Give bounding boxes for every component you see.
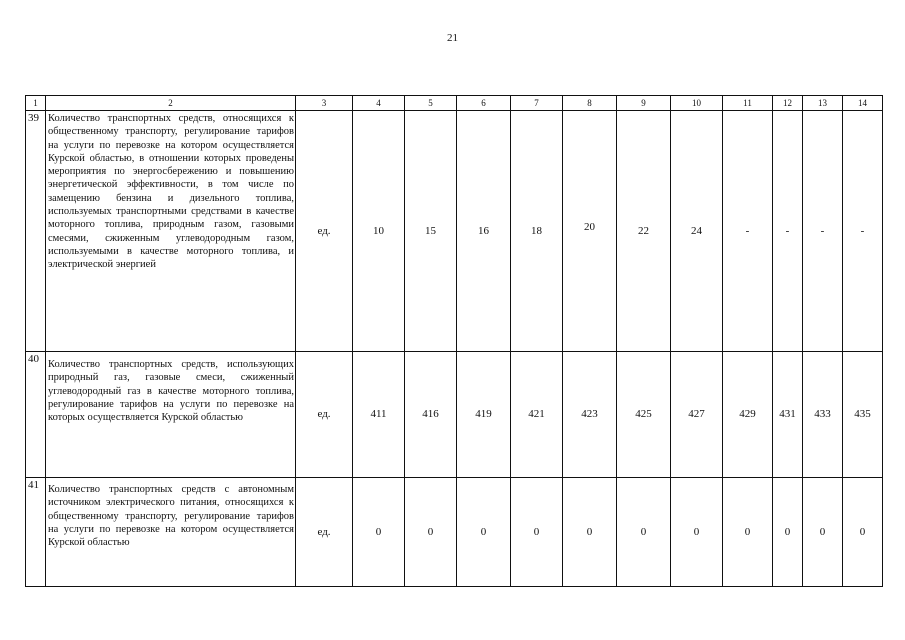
column-header: 5 — [405, 96, 457, 111]
column-header: 13 — [803, 96, 843, 111]
row-value: 423 — [563, 352, 617, 478]
table-row — [26, 111, 883, 352]
row-value: 15 — [405, 111, 457, 352]
row-value: 427 — [671, 352, 723, 478]
row-value: 0 — [617, 478, 671, 587]
row-unit: ед. — [296, 111, 353, 352]
page-number: 21 — [447, 32, 458, 44]
row-number: 39 — [26, 111, 46, 352]
row-value: 18 — [511, 111, 563, 352]
row-value: 435 — [843, 352, 883, 478]
row-value: 425 — [617, 352, 671, 478]
row-unit: ед. — [296, 478, 353, 587]
row-value: 0 — [671, 478, 723, 587]
row-value: 411 — [353, 352, 405, 478]
table-row — [26, 478, 883, 587]
column-header: 4 — [353, 96, 405, 111]
column-header: 8 — [563, 96, 617, 111]
table-row — [26, 352, 883, 478]
row-value: - — [773, 111, 803, 352]
row-value: 16 — [457, 111, 511, 352]
row-value: - — [843, 111, 883, 352]
row-value: 431 — [773, 352, 803, 478]
row-value: 20 — [563, 111, 617, 352]
column-header: 12 — [773, 96, 803, 111]
row-value: 10 — [353, 111, 405, 352]
row-value: 0 — [511, 478, 563, 587]
row-value: 0 — [563, 478, 617, 587]
row-value: 0 — [773, 478, 803, 587]
row-value: 433 — [803, 352, 843, 478]
row-value: 0 — [723, 478, 773, 587]
table-header-row — [26, 96, 883, 111]
row-value: 419 — [457, 352, 511, 478]
row-value: 22 — [617, 111, 671, 352]
row-value: 0 — [843, 478, 883, 587]
row-value: 0 — [457, 478, 511, 587]
row-value: 421 — [511, 352, 563, 478]
row-number: 41 — [26, 478, 46, 587]
indicator-table — [25, 95, 883, 587]
row-value: 0 — [405, 478, 457, 587]
row-value: 0 — [353, 478, 405, 587]
column-header: 9 — [617, 96, 671, 111]
row-value: - — [723, 111, 773, 352]
column-header: 14 — [843, 96, 883, 111]
column-header: 1 — [26, 96, 46, 111]
column-header: 11 — [723, 96, 773, 111]
row-description: Количество транспортных средств с автономным источником электрического питания, относящихся к общественному транспорту, регулирование тарифов на услуги по перевозке на котором осуществляется Курской областью — [46, 478, 296, 587]
row-description: Количество транспортных средств, использующих природный газ, газовые смеси, сжиженный углеводородный газ в качестве моторного топлива, регулирование тарифов на услуги по перевозке на которых осуществляется Курской областью — [46, 352, 296, 478]
row-description: Количество транспортных средств, относящихся к общественному транспорту, регулирование тарифов на услуги по перевозке на котором осуществляется Курской областью, в отношении которых проведены мероприятия по энергосбережению и повышению энергетической эффективности, в том числе по замещению бензина и дизельного топлива, используемых транспортными средствами в качестве моторного топлива, природным газом, газовыми смесями, сжиженным углеводородным газом, используемыми в качестве моторного топлива, и электрической энергией — [46, 111, 296, 352]
column-header: 7 — [511, 96, 563, 111]
row-value: 429 — [723, 352, 773, 478]
column-header: 10 — [671, 96, 723, 111]
column-header: 2 — [46, 96, 296, 111]
row-value: 24 — [671, 111, 723, 352]
row-value: - — [803, 111, 843, 352]
row-value: 416 — [405, 352, 457, 478]
column-header: 3 — [296, 96, 353, 111]
row-unit: ед. — [296, 352, 353, 478]
row-value: 0 — [803, 478, 843, 587]
column-header: 6 — [457, 96, 511, 111]
row-number: 40 — [26, 352, 46, 478]
